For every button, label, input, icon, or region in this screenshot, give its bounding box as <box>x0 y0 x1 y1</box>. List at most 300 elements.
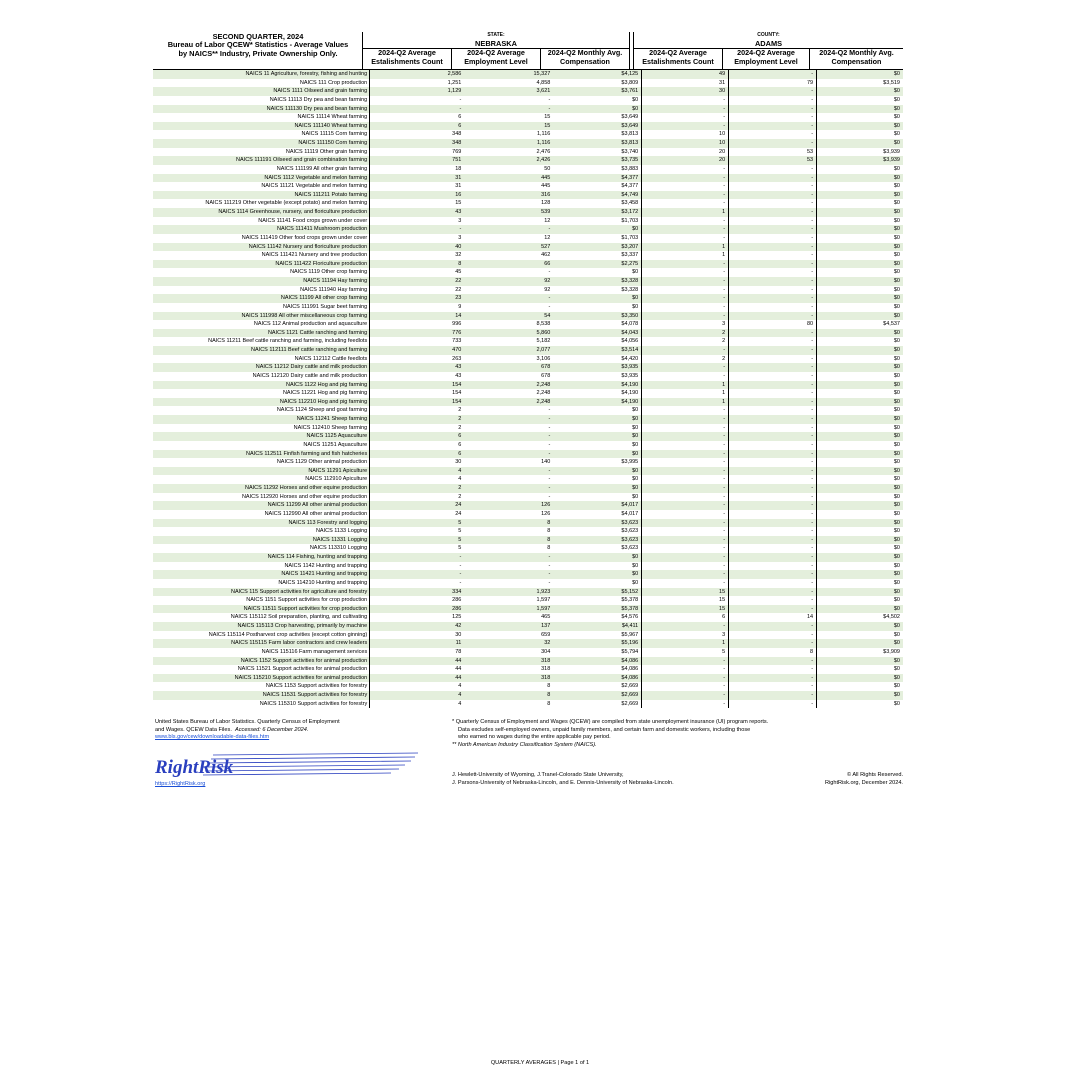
industry-label: NAICS 111998 All other miscellaneous crop farming <box>153 312 370 321</box>
county-comp-cell: $0 <box>817 113 903 122</box>
county-emp-cell: - <box>729 277 817 286</box>
table-row <box>153 700 903 709</box>
table-row <box>153 337 903 346</box>
industry-label: NAICS 11521 Support activities for animal production <box>153 665 370 674</box>
industry-label: NAICS 111991 Sugar beet farming <box>153 303 370 312</box>
industry-label: NAICS 1114 Greenhouse, nursery, and floriculture production <box>153 208 370 217</box>
state-estab-cell: 9 <box>370 303 465 312</box>
state-comp-cell: $3,328 <box>553 286 641 295</box>
county-comp-cell: $0 <box>817 277 903 286</box>
industry-label: NAICS 111191 Oilseed and grain combination farming <box>153 156 370 165</box>
table-row <box>153 467 903 476</box>
state-estab-cell: 334 <box>370 588 465 597</box>
state-estab-cell: 776 <box>370 329 465 338</box>
county-emp-cell: - <box>729 312 817 321</box>
state-emp-cell: - <box>464 225 553 234</box>
table-row <box>153 303 903 312</box>
state-estab-cell: 8 <box>370 260 465 269</box>
county-emp-cell: - <box>729 579 817 588</box>
table-row <box>153 605 903 614</box>
county-comp-cell: $0 <box>817 665 903 674</box>
state-emp-cell: 445 <box>464 182 553 191</box>
state-emp-cell: - <box>464 424 553 433</box>
state-comp-cell: $0 <box>553 294 641 303</box>
county-estab-cell: - <box>642 544 729 553</box>
industry-label: NAICS 11199 All other crop farming <box>153 294 370 303</box>
industry-label: NAICS 115210 Support activities for animal production <box>153 674 370 683</box>
county-emp-cell: - <box>729 139 817 148</box>
county-estab-cell: 1 <box>642 381 729 390</box>
industry-label: NAICS 11221 Hog and pig farming <box>153 389 370 398</box>
county-comp-cell: $4,502 <box>817 613 903 622</box>
state-comp-cell: $3,649 <box>553 122 641 131</box>
table-row <box>153 682 903 691</box>
state-comp-cell: $3,883 <box>553 165 641 174</box>
table-row <box>153 122 903 131</box>
source-citation <box>155 719 340 742</box>
industry-label: NAICS 114210 Hunting and trapping <box>153 579 370 588</box>
county-emp-cell: - <box>729 700 817 709</box>
county-estab-cell: 10 <box>642 130 729 139</box>
county-comp-cell: $0 <box>817 363 903 372</box>
county-estab-cell: - <box>642 424 729 433</box>
table-row <box>153 260 903 269</box>
state-comp-cell: $0 <box>553 553 641 562</box>
state-comp-cell: $3,761 <box>553 87 641 96</box>
county-comp-cell: $0 <box>817 562 903 571</box>
county-emp-cell: - <box>729 570 817 579</box>
table-row <box>153 691 903 700</box>
county-comp-cell: $0 <box>817 631 903 640</box>
table-row <box>153 639 903 648</box>
county-comp-cell: $0 <box>817 355 903 364</box>
table-row <box>153 553 903 562</box>
county-comp-cell: $0 <box>817 225 903 234</box>
county-comp-cell: $0 <box>817 130 903 139</box>
county-emp-cell: - <box>729 588 817 597</box>
county-comp-cell: $0 <box>817 536 903 545</box>
table-row <box>153 596 903 605</box>
table-row <box>153 320 903 329</box>
state-estab-cell: 45 <box>370 268 465 277</box>
industry-label: NAICS 111940 Hay farming <box>153 286 370 295</box>
county-emp-cell: - <box>729 467 817 476</box>
state-emp-cell: - <box>464 268 553 277</box>
county-emp-cell: - <box>729 544 817 553</box>
industry-label: NAICS 11292 Horses and other equine production <box>153 484 370 493</box>
county-comp-cell: $0 <box>817 381 903 390</box>
county-emp-cell: - <box>729 674 817 683</box>
state-comp-cell: $3,514 <box>553 346 641 355</box>
table-row <box>153 182 903 191</box>
county-emp-cell: - <box>729 691 817 700</box>
state-emp-cell: 92 <box>464 277 553 286</box>
county-estab-cell: 20 <box>642 156 729 165</box>
page-footer: QUARTERLY AVERAGES | Page 1 of 1 <box>490 1060 590 1066</box>
industry-label: NAICS 111 Crop production <box>153 79 370 88</box>
county-emp-cell: - <box>729 329 817 338</box>
industry-label: NAICS 115114 Postharvest crop activities (except cotton ginning) <box>153 631 370 640</box>
county-comp-cell: $0 <box>817 510 903 519</box>
table-row <box>153 381 903 390</box>
state-emp-cell: 54 <box>464 312 553 321</box>
state-estab-cell: 286 <box>370 596 465 605</box>
state-comp-cell: $3,935 <box>553 372 641 381</box>
industry-label: NAICS 11421 Hunting and trapping <box>153 570 370 579</box>
state-emp-cell: 1,116 <box>464 130 553 139</box>
county-estab-cell: - <box>642 260 729 269</box>
state-emp-cell: - <box>464 553 553 562</box>
state-comp-cell: $2,275 <box>553 260 641 269</box>
county-comp-cell: $0 <box>817 674 903 683</box>
state-comp-cell: $3,350 <box>553 312 641 321</box>
state-comp-cell: $3,623 <box>553 544 641 553</box>
state-comp-cell: $3,623 <box>553 536 641 545</box>
state-comp-cell: $0 <box>553 225 641 234</box>
state-emp-cell: 8 <box>464 544 553 553</box>
rightrisk-link[interactable]: https://RightRisk.org <box>155 781 206 787</box>
table-row <box>153 475 903 484</box>
county-emp-cell: - <box>729 363 817 372</box>
industry-label: NAICS 111140 Wheat farming <box>153 122 370 131</box>
industry-label: NAICS 11121 Vegetable and melon farming <box>153 182 370 191</box>
county-comp-cell: $0 <box>817 519 903 528</box>
state-emp-cell: 318 <box>464 665 553 674</box>
industry-label: NAICS 115116 Farm management services <box>153 648 370 657</box>
state-emp-cell: - <box>464 493 553 502</box>
state-estab-cell: 5 <box>370 544 465 553</box>
county-emp-cell: - <box>729 105 817 114</box>
county-comp-cell: $0 <box>817 70 903 79</box>
county-estab-cell: 1 <box>642 251 729 260</box>
industry-label: NAICS 111422 Floriculture production <box>153 260 370 269</box>
county-comp-cell: $0 <box>817 458 903 467</box>
county-estab-cell: 49 <box>642 70 729 79</box>
industry-label: NAICS 1121 Cattle ranching and farming <box>153 329 370 338</box>
state-comp-cell: $4,078 <box>553 320 641 329</box>
state-emp-cell: - <box>464 562 553 571</box>
state-estab-cell: 2 <box>370 493 465 502</box>
industry-label: NAICS 112920 Horses and other equine production <box>153 493 370 502</box>
industry-label: NAICS 111130 Dry pea and bean farming <box>153 105 370 114</box>
table-row <box>153 225 903 234</box>
table-row <box>153 199 903 208</box>
county-estab-cell: - <box>642 286 729 295</box>
county-emp-cell: - <box>729 337 817 346</box>
county-estab-cell: - <box>642 441 729 450</box>
state-emp-cell: 2,476 <box>464 148 553 157</box>
state-comp-cell: $4,576 <box>553 613 641 622</box>
county-estab-cell: - <box>642 467 729 476</box>
county-label: COUNTY: <box>757 32 780 38</box>
county-comp-cell: $0 <box>817 286 903 295</box>
table-row <box>153 544 903 553</box>
county-emp-cell: - <box>729 182 817 191</box>
industry-label: NAICS 11299 All other animal production <box>153 501 370 510</box>
county-estab-cell: - <box>642 96 729 105</box>
state-estab-cell: 44 <box>370 665 465 674</box>
state-estab-cell: 23 <box>370 294 465 303</box>
county-emp-cell: - <box>729 389 817 398</box>
bls-link[interactable]: www.bls.gov/cew/downloadable-data-files.htm <box>155 734 270 741</box>
state-estab-cell: 78 <box>370 648 465 657</box>
state-estab-cell: 3 <box>370 217 465 226</box>
industry-label: NAICS 115112 Soil preparation, planting, and cultivating <box>153 613 370 622</box>
author-line: J. Hewlett-University of Wyoming, J.Tranel-Colorado State University, <box>452 772 624 778</box>
footnote: ** North American Industry Classification System (NAICS). <box>452 741 597 748</box>
state-comp-cell: $2,669 <box>553 700 641 709</box>
county-emp-cell: - <box>729 130 817 139</box>
county-emp-cell: - <box>729 493 817 502</box>
county-emp-cell: - <box>729 665 817 674</box>
rights-line: RightRisk.org, December 2024. <box>824 779 903 786</box>
state-estab-cell: 24 <box>370 501 465 510</box>
data-table <box>153 70 903 708</box>
state-comp-cell: $0 <box>553 424 641 433</box>
state-emp-cell: 128 <box>464 199 553 208</box>
state-emp-cell: 1,597 <box>464 596 553 605</box>
table-row <box>153 665 903 674</box>
county-emp-cell: - <box>729 208 817 217</box>
county-estab-cell: 15 <box>642 605 729 614</box>
industry-label: NAICS 113310 Logging <box>153 544 370 553</box>
col-county-emp: 2024-Q2 Average Employment Level <box>734 48 798 66</box>
table-row <box>153 363 903 372</box>
county-estab-cell: - <box>642 682 729 691</box>
rightrisk-logo <box>153 752 418 780</box>
county-comp-cell: $0 <box>817 441 903 450</box>
state-comp-cell: $0 <box>553 484 641 493</box>
table-row <box>153 79 903 88</box>
county-estab-cell: - <box>642 674 729 683</box>
county-comp-cell: $0 <box>817 588 903 597</box>
state-estab-cell: 22 <box>370 277 465 286</box>
industry-label: NAICS 113 Forestry and logging <box>153 519 370 528</box>
table-row <box>153 501 903 510</box>
county-estab-cell: - <box>642 458 729 467</box>
table-row <box>153 113 903 122</box>
county-emp-cell: - <box>729 605 817 614</box>
table-row <box>153 493 903 502</box>
county-emp-cell: 53 <box>729 148 817 157</box>
county-estab-cell: - <box>642 553 729 562</box>
state-comp-cell: $5,196 <box>553 639 641 648</box>
industry-label: NAICS 11142 Nursery and floriculture production <box>153 243 370 252</box>
state-comp-cell: $4,190 <box>553 381 641 390</box>
table-row <box>153 217 903 226</box>
county-emp-cell: - <box>729 450 817 459</box>
report-title <box>153 33 363 58</box>
table-row <box>153 139 903 148</box>
state-emp-cell: 678 <box>464 372 553 381</box>
state-estab-cell: 769 <box>370 148 465 157</box>
state-estab-cell: 22 <box>370 286 465 295</box>
county-estab-cell: - <box>642 665 729 674</box>
state-comp-cell: $3,337 <box>553 251 641 260</box>
state-emp-cell: 50 <box>464 165 553 174</box>
state-emp-cell: 8,538 <box>464 320 553 329</box>
state-comp-cell: $5,794 <box>553 648 641 657</box>
county-emp-cell: - <box>729 381 817 390</box>
industry-label: NAICS 112112 Cattle feedlots <box>153 355 370 364</box>
county-estab-cell: - <box>642 475 729 484</box>
county-estab-cell: - <box>642 277 729 286</box>
county-comp-cell: $0 <box>817 691 903 700</box>
county-comp-cell: $0 <box>817 424 903 433</box>
state-comp-cell: $4,190 <box>553 398 641 407</box>
county-estab-cell: - <box>642 268 729 277</box>
state-comp-cell: $3,813 <box>553 130 641 139</box>
state-estab-cell: 6 <box>370 113 465 122</box>
state-emp-cell: 2,426 <box>464 156 553 165</box>
county-emp-cell: - <box>729 372 817 381</box>
state-comp-cell: $1,703 <box>553 234 641 243</box>
county-emp-cell: - <box>729 174 817 183</box>
state-comp-cell: $3,207 <box>553 243 641 252</box>
county-comp-cell: $0 <box>817 346 903 355</box>
county-comp-cell: $0 <box>817 570 903 579</box>
state-emp-cell: - <box>464 432 553 441</box>
county-estab-cell: 6 <box>642 613 729 622</box>
county-comp-cell: $0 <box>817 191 903 200</box>
state-emp-cell: - <box>464 105 553 114</box>
state-emp-cell: 5,860 <box>464 329 553 338</box>
table-row <box>153 346 903 355</box>
state-estab-cell: 1,129 <box>370 87 465 96</box>
state-comp-cell: $0 <box>553 475 641 484</box>
table-row <box>153 234 903 243</box>
table-row <box>153 406 903 415</box>
state-name: NEBRASKA <box>363 39 629 49</box>
industry-label: NAICS 114 Fishing, hunting and trapping <box>153 553 370 562</box>
state-emp-cell: 318 <box>464 657 553 666</box>
county-estab-cell: 15 <box>642 596 729 605</box>
county-comp-cell: $0 <box>817 493 903 502</box>
county-estab-cell: 3 <box>642 631 729 640</box>
table-row <box>153 450 903 459</box>
county-emp-cell: - <box>729 441 817 450</box>
county-estab-cell: - <box>642 450 729 459</box>
county-emp-cell: - <box>729 165 817 174</box>
industry-label: NAICS 1152 Support activities for animal production <box>153 657 370 666</box>
state-estab-cell: 30 <box>370 458 465 467</box>
table-row <box>153 268 903 277</box>
state-comp-cell: $3,649 <box>553 113 641 122</box>
table-row <box>153 277 903 286</box>
state-emp-cell: 3,621 <box>464 87 553 96</box>
county-comp-cell: $0 <box>817 122 903 131</box>
county-estab-cell: - <box>642 122 729 131</box>
county-comp-cell: $0 <box>817 217 903 226</box>
county-estab-cell: - <box>642 234 729 243</box>
col-state-comp: 2024-Q2 Monthly Avg. Compensation <box>547 48 623 66</box>
county-comp-cell: $3,939 <box>817 156 903 165</box>
county-comp-cell: $0 <box>817 199 903 208</box>
county-emp-cell: - <box>729 199 817 208</box>
industry-label: NAICS 111411 Mushroom production <box>153 225 370 234</box>
county-estab-cell: - <box>642 346 729 355</box>
state-estab-cell: 40 <box>370 243 465 252</box>
industry-label: NAICS 11511 Support activities for crop production <box>153 605 370 614</box>
state-comp-cell: $0 <box>553 432 641 441</box>
state-comp-cell: $0 <box>553 406 641 415</box>
table-row <box>153 579 903 588</box>
state-comp-cell: $0 <box>553 570 641 579</box>
footnote: who earned no wages during the entire applicable pay period. <box>458 734 611 741</box>
state-comp-cell: $3,995 <box>553 458 641 467</box>
county-comp-cell: $0 <box>817 243 903 252</box>
table-row <box>153 294 903 303</box>
state-emp-cell: 1,923 <box>464 588 553 597</box>
table-row <box>153 398 903 407</box>
state-comp-cell: $2,669 <box>553 691 641 700</box>
state-estab-cell: 2,586 <box>370 70 465 79</box>
state-estab-cell: 125 <box>370 613 465 622</box>
county-emp-cell: - <box>729 596 817 605</box>
county-estab-cell: 2 <box>642 329 729 338</box>
county-estab-cell: - <box>642 657 729 666</box>
table-row <box>153 424 903 433</box>
state-emp-cell: 4,858 <box>464 79 553 88</box>
county-comp-cell: $0 <box>817 294 903 303</box>
table-row <box>153 519 903 528</box>
table-row <box>153 631 903 640</box>
state-emp-cell: 8 <box>464 700 553 709</box>
county-estab-cell: 31 <box>642 79 729 88</box>
industry-label: NAICS 1124 Sheep and goat farming <box>153 406 370 415</box>
industry-label: NAICS 112210 Hog and pig farming <box>153 398 370 407</box>
state-comp-cell: $1,703 <box>553 217 641 226</box>
state-comp-cell: $0 <box>553 450 641 459</box>
state-estab-cell: 4 <box>370 682 465 691</box>
county-emp-cell: - <box>729 432 817 441</box>
county-emp-cell: 80 <box>729 320 817 329</box>
state-comp-cell: $0 <box>553 303 641 312</box>
county-estab-cell: - <box>642 372 729 381</box>
industry-label: NAICS 11141 Food crops grown under cover <box>153 217 370 226</box>
state-estab-cell: 43 <box>370 372 465 381</box>
industry-label: NAICS 11331 Logging <box>153 536 370 545</box>
state-emp-cell: 15 <box>464 113 553 122</box>
state-emp-cell: - <box>464 303 553 312</box>
state-emp-cell: 66 <box>464 260 553 269</box>
table-row <box>153 510 903 519</box>
state-estab-cell: 5 <box>370 536 465 545</box>
state-emp-cell: 12 <box>464 234 553 243</box>
table-row <box>153 165 903 174</box>
county-comp-cell: $0 <box>817 432 903 441</box>
industry-label: NAICS 11114 Wheat farming <box>153 113 370 122</box>
county-comp-cell: $0 <box>817 596 903 605</box>
state-comp-cell: $4,411 <box>553 622 641 631</box>
state-comp-cell: $3,458 <box>553 199 641 208</box>
county-emp-cell: - <box>729 484 817 493</box>
logo-text: RightRisk <box>155 757 234 778</box>
state-comp-cell: $3,328 <box>553 277 641 286</box>
table-row <box>153 286 903 295</box>
logo-link-wrap <box>155 781 205 789</box>
state-comp-cell: $4,190 <box>553 389 641 398</box>
state-estab-cell: 4 <box>370 475 465 484</box>
county-emp-cell: - <box>729 475 817 484</box>
county-comp-cell: $0 <box>817 165 903 174</box>
state-estab-cell: 5 <box>370 527 465 536</box>
county-comp-cell: $0 <box>817 174 903 183</box>
state-comp-cell: $0 <box>553 562 641 571</box>
county-estab-cell: 15 <box>642 588 729 597</box>
state-estab-cell: 43 <box>370 208 465 217</box>
county-estab-cell: - <box>642 363 729 372</box>
